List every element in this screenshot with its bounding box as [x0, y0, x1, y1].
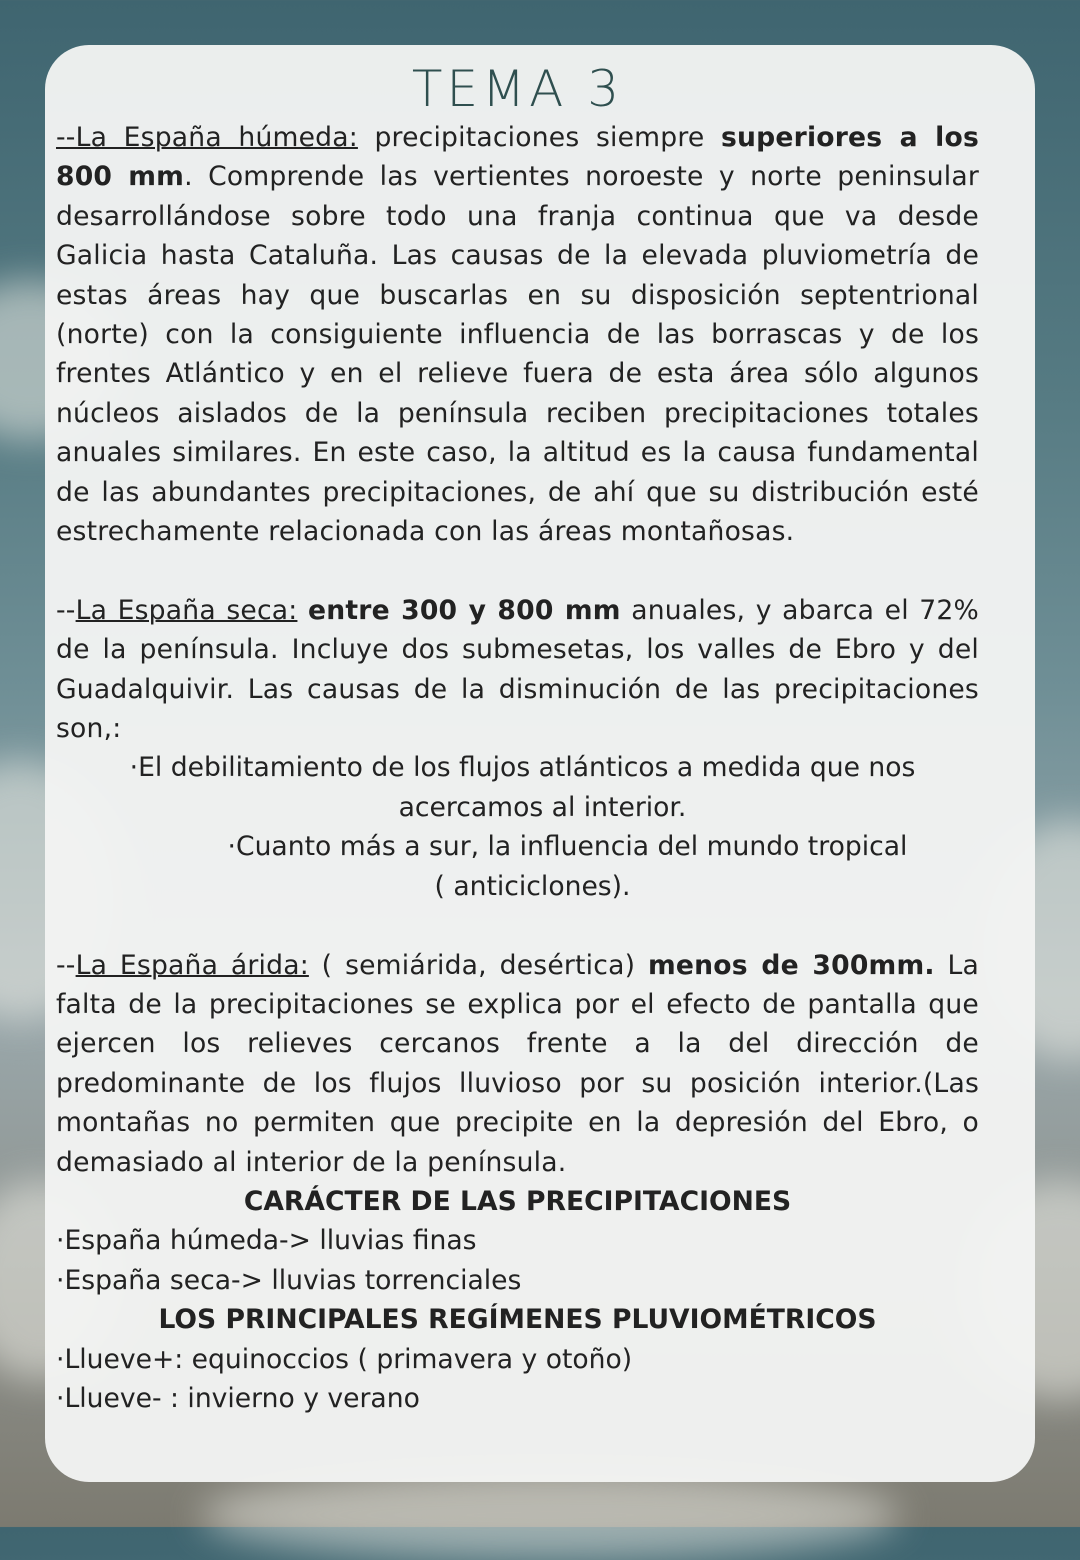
list-item: ·España seca-> lluvias torrenciales: [56, 1264, 522, 1296]
heading-espana-arida: La España árida:: [75, 949, 309, 981]
section-heading-regimenes: LOS PRINCIPALES REGÍMENES PLUVIOMÉTRICOS: [158, 1304, 877, 1336]
dash-prefix: --: [56, 594, 76, 626]
text-segment: precipitaciones siempre: [357, 122, 721, 153]
cause-line: ·Cuanto más a sur, la influencia del mundo tropical: [227, 831, 908, 863]
text-segment: anuales, y abarca el 72% de la península. Incluye dos submesetas, los valles de Ebro y del Guadalquivir. Las causas de la disminución de las precipitaciones son,:: [56, 594, 980, 745]
text-segment: . Comprende las vertientes noroeste y norte peninsular desarrollándose sobre todo una franja continua que va desde Galicia hasta Cataluña. Las causas de la elevada pluviometría de estas áreas hay que buscarlas en su disposición septentrional (norte) con la consiguiente influencia de las borrascas y de los frentes Atlántico y en el relieve fuera de esta área sólo algunos núcleos aislados de la península reciben precipitaciones totales anuales similares. En este caso, la altitud es la causa fundamental de las abundantes precipitaciones, de ahí que su distribución esté estrechamente relacionada con las áreas montañosas.: [56, 161, 979, 548]
cause-line: acercamos al interior.: [398, 791, 687, 823]
list-item: ·Llueve- : invierno y verano: [56, 1382, 420, 1414]
cause-line: ·El debilitamiento de los flujos atlánticos a medida que nos: [129, 752, 916, 784]
list-item: ·España húmeda-> lluvias finas: [56, 1225, 477, 1257]
heading-espana-seca: La España seca:: [75, 594, 298, 626]
spacer: [56, 551, 979, 590]
text-segment: La falta de la precipitaciones se explica por el efecto de pantalla que ejercen los relieves cercanos frente a la del dirección de predominante de los flujos lluvioso por su posición interior.(Las montañas no permiten que precipite en la depresión del Ebro, o demasiado al interior de la península.: [56, 949, 979, 1178]
bold-value: superiores a los 800 mm: [56, 122, 979, 193]
cause-line: ( anticiclones).: [434, 870, 631, 902]
dash-prefix: --: [56, 949, 76, 981]
text-segment: ( semiárida, desértica): [308, 949, 648, 981]
paragraph-espana-humeda: [56, 118, 979, 551]
background-cloud: [200, 1470, 900, 1560]
paragraph-espana-arida: [56, 946, 979, 1182]
paragraph-espana-seca: [56, 591, 979, 749]
section-heading-caracter: CARÁCTER DE LAS PRECIPITACIONES: [243, 1185, 792, 1217]
bold-value: menos de 300mm.: [647, 949, 935, 981]
bold-value: entre 300 y 800 mm: [307, 594, 621, 626]
heading-espana-humeda: --La España húmeda:: [56, 122, 358, 153]
content-card: [45, 45, 1035, 1482]
list-item: ·Llueve+: equinoccios ( primavera y otoño): [56, 1343, 633, 1375]
page-title: TEMA 3: [411, 60, 624, 118]
spacer: [56, 906, 979, 945]
